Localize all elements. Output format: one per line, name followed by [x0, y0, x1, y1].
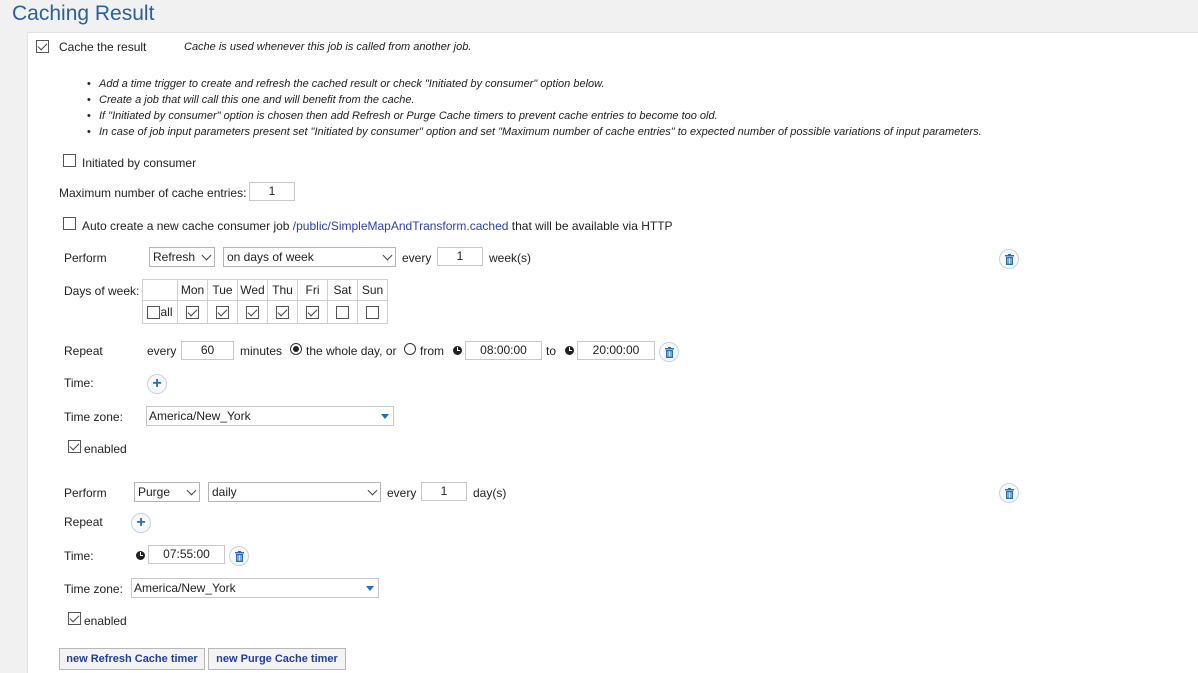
cache-result-note: Cache is used whenever this job is called from another job. — [184, 41, 472, 53]
day-checkbox-wed[interactable] — [246, 306, 259, 319]
clock-icon — [565, 346, 574, 355]
from-time-input[interactable]: 08:00:00 — [465, 341, 542, 360]
whole-day-radio[interactable] — [290, 343, 302, 355]
day-cell — [268, 301, 298, 324]
refresh-every-input[interactable]: 1 — [437, 247, 483, 266]
refresh-schedule-value: on days of week — [227, 250, 314, 264]
clock-icon — [453, 346, 462, 355]
refresh-perform-label: Perform — [64, 251, 107, 265]
cache-help-list — [87, 77, 982, 141]
trash-icon — [1005, 488, 1014, 499]
auto-create-checkbox[interactable] — [63, 217, 76, 230]
purge-repeat-label: Repeat — [64, 515, 103, 529]
help-bullet: • Add a time trigger to create and refresh the cached result or check "Initiated by consumer" option below. — [87, 77, 982, 93]
refresh-unit-label: week(s) — [489, 251, 532, 265]
initiated-by-consumer-checkbox[interactable] — [63, 154, 76, 167]
all-days-label: all — [160, 304, 173, 319]
all-days-checkbox[interactable] — [147, 306, 160, 319]
purge-perform-label: Perform — [64, 486, 107, 500]
days-of-week-label: Days of week: — [64, 284, 140, 298]
purge-action-value: Purge — [138, 485, 171, 499]
day-checkbox-fri[interactable] — [306, 306, 319, 319]
purge-action-select[interactable] — [134, 482, 200, 502]
clock-icon — [136, 551, 145, 560]
new-purge-timer-button[interactable]: new Purge Cache timer — [208, 648, 346, 670]
max-entries-input[interactable]: 1 — [249, 182, 295, 201]
purge-time-label: Time: — [64, 549, 94, 563]
day-cell — [298, 301, 328, 324]
purge-every-label: every — [387, 486, 417, 500]
initiated-by-consumer-label: Initiated by consumer — [82, 156, 197, 170]
day-header: Thu — [268, 280, 298, 301]
purge-schedule-value: daily — [212, 485, 237, 499]
dropdown-arrow-icon — [381, 414, 389, 419]
day-cell — [358, 301, 388, 324]
refresh-timezone-value: America/New_York — [149, 409, 251, 423]
purge-timezone-value: America/New_York — [134, 581, 236, 595]
day-checkbox-sat[interactable] — [336, 306, 349, 319]
auto-create-suffix: that will be available via HTTP — [511, 219, 673, 233]
add-repeat-button[interactable] — [131, 513, 151, 533]
day-header: Sat — [328, 280, 358, 301]
to-label: to — [546, 344, 557, 358]
chevron-down-icon — [383, 251, 393, 261]
dropdown-arrow-icon — [366, 586, 374, 591]
chevron-down-icon — [202, 251, 212, 261]
help-bullet: • In case of job input parameters present set "Initiated by consumer" option and set "Maximum number of cache entries" to expected number of possible variations of input parameters. — [87, 125, 982, 141]
days-of-week-table — [142, 279, 388, 324]
day-header: Mon — [178, 280, 208, 301]
day-cell — [178, 301, 208, 324]
day-header: Tue — [208, 280, 238, 301]
days-corner-cell — [143, 280, 178, 301]
auto-create-prefix: Auto create a new cache consumer job — [82, 219, 290, 233]
repeat-minutes-input[interactable]: 60 — [181, 341, 234, 360]
auto-create-label — [82, 219, 673, 233]
delete-repeat-button[interactable] — [659, 342, 679, 362]
plus-icon: + — [136, 514, 146, 531]
purge-enabled-checkbox[interactable] — [68, 612, 81, 625]
new-refresh-timer-button[interactable]: new Refresh Cache timer — [59, 648, 205, 670]
trash-icon — [1005, 254, 1014, 265]
day-checkbox-tue[interactable] — [216, 306, 229, 319]
purge-time-input[interactable]: 07:55:00 — [148, 545, 225, 564]
to-time-input[interactable]: 20:00:00 — [577, 341, 655, 360]
refresh-action-select[interactable] — [149, 247, 215, 267]
refresh-time-label: Time: — [64, 376, 94, 390]
day-checkbox-thu[interactable] — [276, 306, 289, 319]
delete-refresh-timer-button[interactable] — [999, 249, 1019, 269]
page-title: Caching Result — [12, 2, 155, 25]
cache-result-label: Cache the result — [59, 40, 147, 54]
delete-purge-timer-button[interactable] — [999, 483, 1019, 503]
purge-schedule-select[interactable] — [208, 482, 381, 502]
purge-unit-label: day(s) — [473, 486, 507, 500]
delete-purge-time-button[interactable] — [229, 546, 249, 566]
cache-result-checkbox[interactable] — [36, 40, 49, 53]
minutes-label: minutes — [240, 344, 283, 358]
refresh-enabled-checkbox[interactable] — [68, 440, 81, 453]
purge-enabled-label: enabled — [84, 614, 127, 628]
purge-every-input[interactable]: 1 — [421, 482, 467, 501]
all-days-cell — [143, 301, 178, 324]
chevron-down-icon — [368, 486, 378, 496]
day-header: Fri — [298, 280, 328, 301]
refresh-repeat-label: Repeat — [64, 344, 103, 358]
day-header: Wed — [238, 280, 268, 301]
help-bullet: • If "Initiated by consumer" option is chosen then add Refresh or Purge Cache timers to prevent cache entries to become too old. — [87, 109, 982, 125]
day-checkbox-mon[interactable] — [186, 306, 199, 319]
time-range-radio[interactable] — [404, 343, 416, 355]
help-bullet: • Create a job that will call this one and will benefit from the cache. — [87, 93, 982, 109]
refresh-timezone-select[interactable] — [146, 406, 394, 426]
max-entries-label: Maximum number of cache entries: — [59, 186, 247, 200]
refresh-schedule-select[interactable] — [223, 247, 396, 267]
day-cell — [208, 301, 238, 324]
day-checkbox-sun[interactable] — [366, 306, 379, 319]
repeat-every-label: every — [147, 344, 177, 358]
purge-timezone-select[interactable] — [131, 578, 379, 598]
day-header: Sun — [358, 280, 388, 301]
trash-icon — [235, 551, 244, 562]
day-cell — [328, 301, 358, 324]
day-cell — [238, 301, 268, 324]
refresh-action-value: Refresh — [153, 250, 196, 264]
purge-timezone-label: Time zone: — [64, 582, 123, 596]
from-label: from — [420, 344, 444, 358]
whole-day-label: the whole day, or — [306, 344, 397, 358]
refresh-every-label: every — [402, 251, 432, 265]
trash-icon — [665, 347, 674, 358]
consumer-job-link[interactable]: /public/SimpleMapAndTransform.cached — [292, 219, 509, 233]
chevron-down-icon — [187, 486, 197, 496]
add-time-button[interactable] — [147, 374, 167, 394]
plus-icon: + — [152, 375, 162, 392]
refresh-timezone-label: Time zone: — [64, 410, 123, 424]
refresh-enabled-label: enabled — [84, 442, 127, 456]
